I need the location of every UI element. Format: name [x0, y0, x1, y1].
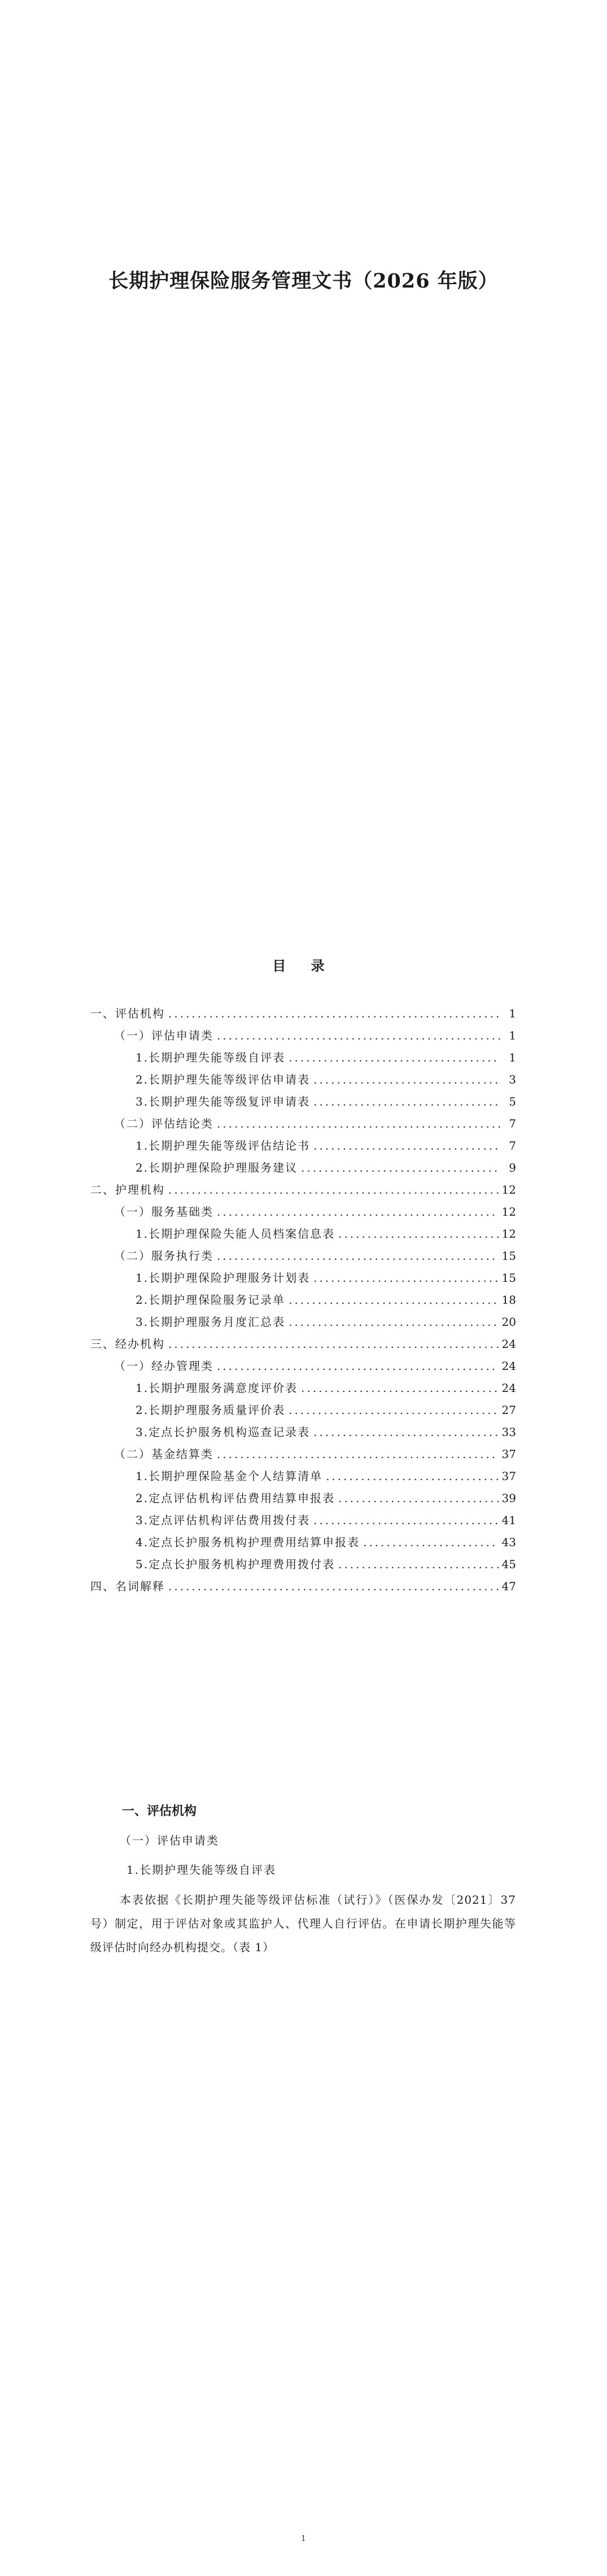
toc-entry-label: 一、评估机构	[90, 1007, 165, 1020]
toc-dot-leader	[313, 1425, 498, 1439]
subsection-heading: （一）评估申请类	[120, 1834, 219, 1847]
toc-dot-leader	[289, 1315, 498, 1329]
toc-entry-label: 2.定点评估机构评估费用结算申报表	[136, 1491, 335, 1505]
toc-entry-page: 27	[501, 1403, 516, 1417]
toc-entry-label: 3.定点评估机构评估费用拨付表	[136, 1513, 311, 1527]
toc-dot-leader	[217, 1249, 499, 1263]
toc-dot-leader	[338, 1557, 498, 1571]
page-number: 1	[301, 2534, 306, 2543]
toc-dot-leader	[289, 1293, 498, 1307]
toc-entry[interactable]	[90, 1555, 516, 1577]
toc-entry[interactable]	[90, 1291, 516, 1313]
toc-dot-leader	[313, 1271, 498, 1285]
toc-entry[interactable]	[90, 1445, 516, 1467]
toc-entry-label: 1.长期护理失能等级自评表	[136, 1051, 286, 1064]
toc-entry-page: 18	[501, 1293, 516, 1307]
toc-dot-leader	[313, 1095, 500, 1108]
toc-entry-page: 3	[509, 1073, 516, 1086]
toc-entry-page: 7	[509, 1139, 516, 1152]
toc-entry-page: 1	[509, 1007, 516, 1020]
toc-dot-leader	[301, 1381, 498, 1395]
toc-entry-page: 5	[509, 1095, 516, 1108]
toc-dot-leader	[313, 1073, 500, 1086]
toc-entry-page: 12	[501, 1205, 516, 1219]
toc-dot-leader	[217, 1117, 500, 1130]
toc-entry[interactable]	[90, 1181, 516, 1203]
toc-entry-page: 41	[501, 1513, 516, 1527]
toc-entry-label: （二）服务执行类	[114, 1249, 213, 1263]
toc-entry-page: 47	[501, 1579, 516, 1593]
toc-entry-page: 45	[501, 1557, 516, 1571]
toc-entry-label: （一）服务基础类	[114, 1205, 213, 1219]
toc-entry[interactable]	[90, 1225, 516, 1247]
toc-entry-page: 15	[501, 1271, 516, 1285]
toc-entry[interactable]	[90, 1511, 516, 1533]
toc-entry[interactable]	[90, 1115, 516, 1137]
toc-dot-leader	[168, 1183, 499, 1196]
toc-dot-leader	[338, 1491, 498, 1505]
toc-entry[interactable]	[90, 1423, 516, 1445]
toc-dot-leader	[301, 1161, 500, 1174]
toc-entry[interactable]	[90, 1379, 516, 1401]
toc-entry[interactable]	[90, 1137, 516, 1159]
toc-entry-label: 5.定点长护服务机构护理费用拨付表	[136, 1557, 335, 1571]
toc-entry[interactable]	[90, 1533, 516, 1555]
toc-entry[interactable]	[90, 1071, 516, 1093]
toc-entry[interactable]	[90, 1489, 516, 1511]
toc-entry-label: （一）评估申请类	[114, 1029, 213, 1042]
toc-entry-page: 37	[501, 1447, 516, 1461]
toc-entry-label: （一）经办管理类	[114, 1359, 213, 1373]
toc-entry-page: 12	[501, 1227, 516, 1241]
toc-entry-label: 2.长期护理保险护理服务建议	[136, 1161, 298, 1174]
toc-entry[interactable]	[90, 1401, 516, 1423]
toc-dot-leader	[363, 1535, 498, 1549]
item-heading: 1.长期护理失能等级自评表	[126, 1863, 277, 1877]
toc-entry[interactable]	[90, 1467, 516, 1489]
toc-entry-label: 2.长期护理服务质量评价表	[136, 1403, 286, 1417]
toc-entry-label: 4.定点长护服务机构护理费用结算申报表	[136, 1535, 360, 1549]
toc-entry-label: 二、护理机构	[90, 1183, 165, 1196]
toc-entry[interactable]	[90, 1357, 516, 1379]
toc-entry-label: 3.长期护理服务月度汇总表	[136, 1315, 286, 1329]
toc-entry-page: 24	[501, 1359, 516, 1373]
toc-entry-label: 1.长期护理保险失能人员档案信息表	[136, 1227, 335, 1241]
body-section	[90, 1796, 516, 1959]
body-paragraph: 本表依据《长期护理失能等级评估标准（试行）》（医保办发〔2021〕37 号）制定，用于评估对象或其监护人、代理人自行评估。在申请长期护理失能等级评估时向经办机构提交。（表 1）	[90, 1893, 516, 1954]
toc-entry-label: （二）评估结论类	[114, 1117, 213, 1130]
toc-entry-page: 24	[501, 1337, 516, 1351]
toc-entry[interactable]	[90, 1159, 516, 1181]
toc-entry-page: 7	[509, 1117, 516, 1130]
toc-entry[interactable]	[90, 1247, 516, 1269]
document-title: 长期护理保险服务管理文书（2026 年版）	[108, 269, 499, 293]
toc-entry-page: 37	[501, 1469, 516, 1483]
toc-entry-label: 1.长期护理失能等级评估结论书	[136, 1139, 311, 1152]
toc-entry-page: 24	[501, 1381, 516, 1395]
toc-entry-label: 3.定点长护服务机构巡查记录表	[136, 1425, 311, 1439]
toc-entry[interactable]	[90, 1026, 516, 1048]
toc-entry-page: 15	[501, 1249, 516, 1263]
toc-entry-page: 1	[509, 1029, 516, 1042]
toc-entry-page: 43	[501, 1535, 516, 1549]
toc-entry-page: 9	[509, 1161, 516, 1174]
toc-heading: 目 录	[272, 958, 335, 974]
toc-dot-leader	[313, 1139, 500, 1152]
toc-entry-label: 1.长期护理保险护理服务计划表	[136, 1271, 311, 1285]
table-of-contents	[90, 1004, 516, 1599]
toc-entry-page: 1	[509, 1051, 516, 1064]
toc-entry-label: 三、经办机构	[90, 1337, 165, 1351]
toc-entry[interactable]	[90, 1004, 516, 1026]
toc-entry-label: 3.长期护理失能等级复评申请表	[136, 1095, 311, 1108]
section-heading: 一、评估机构	[122, 1804, 197, 1818]
toc-dot-leader	[217, 1359, 499, 1373]
toc-dot-leader	[217, 1205, 499, 1219]
toc-dot-leader	[326, 1469, 498, 1483]
toc-dot-leader	[168, 1579, 499, 1593]
toc-entry[interactable]	[90, 1048, 516, 1071]
toc-entry-label: 四、名词解释	[90, 1579, 165, 1593]
toc-entry-label: 1.长期护理保险基金个人结算清单	[136, 1469, 323, 1483]
toc-entry[interactable]	[90, 1335, 516, 1357]
toc-dot-leader	[313, 1513, 498, 1527]
toc-entry-label: 2.长期护理失能等级评估申请表	[136, 1073, 311, 1086]
toc-entry[interactable]	[90, 1203, 516, 1225]
toc-entry[interactable]	[90, 1093, 516, 1115]
toc-dot-leader	[217, 1447, 499, 1461]
toc-entry-page: 33	[501, 1425, 516, 1439]
toc-entry[interactable]	[90, 1313, 516, 1335]
toc-entry-label: （二）基金结算类	[114, 1447, 213, 1461]
toc-entry[interactable]	[90, 1577, 516, 1599]
toc-entry-page: 12	[501, 1183, 516, 1196]
toc-dot-leader	[289, 1403, 498, 1417]
toc-dot-leader	[168, 1007, 500, 1020]
toc-entry-page: 39	[501, 1491, 516, 1505]
toc-entry-label: 1.长期护理服务满意度评价表	[136, 1381, 298, 1395]
toc-dot-leader	[168, 1337, 499, 1351]
toc-dot-leader	[338, 1227, 498, 1241]
toc-dot-leader	[217, 1029, 500, 1042]
toc-entry[interactable]	[90, 1269, 516, 1291]
toc-entry-page: 20	[501, 1315, 516, 1329]
toc-entry-label: 2.长期护理保险服务记录单	[136, 1293, 286, 1307]
toc-dot-leader	[289, 1051, 500, 1064]
